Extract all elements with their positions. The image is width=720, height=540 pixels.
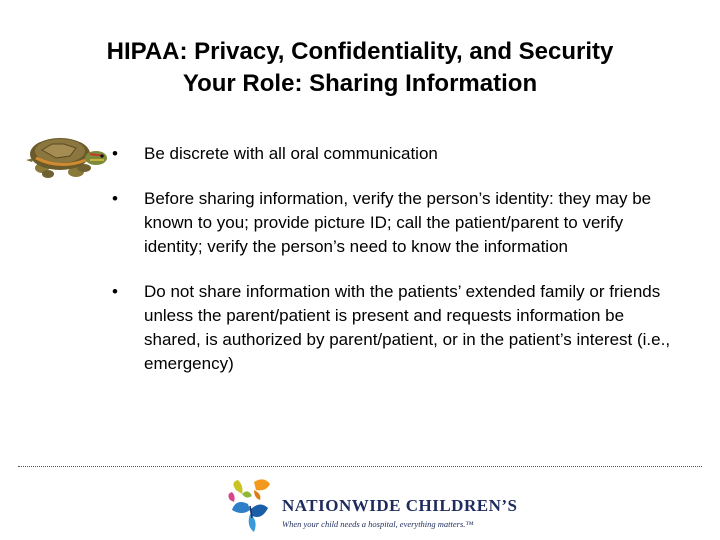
bullet-text: Do not share information with the patients’ extended family or friends unless the parent/patient is present and requests information be shared, is authorized by parent/patient, or in the patient’s interest (i.e., emergency)	[144, 282, 671, 373]
bullet-marker: •	[112, 144, 118, 163]
title-line-2: Your Role: Sharing Information	[182, 70, 538, 97]
title-line-1: HIPAA: Privacy, Confidentiality, and Security	[106, 38, 614, 65]
list-item	[112, 142, 682, 166]
list-item	[112, 187, 682, 259]
turtle-icon	[20, 124, 112, 186]
bullet-text: Be discrete with all oral communication	[144, 144, 438, 163]
footer-divider	[18, 466, 702, 467]
bullet-list	[112, 142, 682, 397]
bullet-text: Before sharing information, verify the person’s identity: they may be known to you; provide picture ID; call the patient/parent to verify identity; verify the person’s need to know the information	[144, 189, 652, 256]
butterfly-icon	[226, 476, 282, 534]
nationwide-childrens-logo	[226, 476, 518, 534]
list-item	[112, 280, 682, 376]
logo-tagline: When your child needs a hospital, everything matters.™	[282, 519, 474, 529]
slide-title	[0, 36, 720, 100]
logo-wordmark: NATIONWIDE CHILDREN’S	[282, 496, 518, 515]
bullet-marker: •	[112, 282, 118, 301]
bullet-marker: •	[112, 189, 118, 208]
